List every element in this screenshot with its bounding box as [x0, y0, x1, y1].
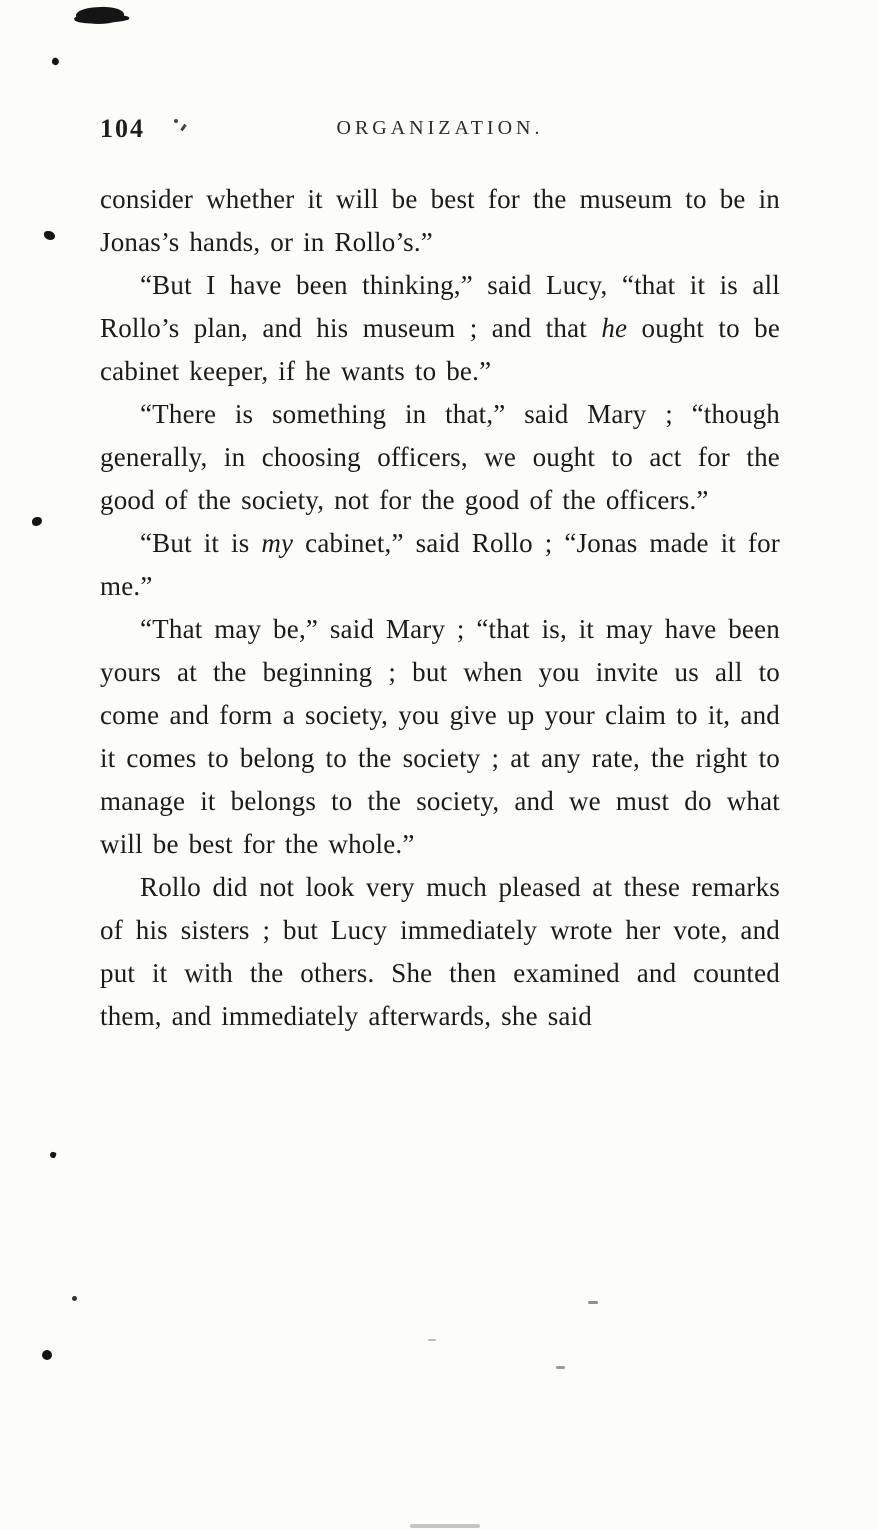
- scan-smudge: [556, 1366, 565, 1369]
- paragraph-text: Rollo did not look very much pleased at these remarks of his sisters ; but Lucy immediately wrote her vote, and put it with the others. She then examined and counted them, and immediately afterwards, she said: [100, 872, 780, 1031]
- body-text: [100, 178, 780, 1038]
- paragraph: [100, 522, 780, 608]
- paragraph: [100, 393, 780, 522]
- italic-word: my: [261, 528, 294, 558]
- page-number: 104: [100, 114, 145, 143]
- ink-speck: [51, 57, 61, 67]
- paragraph-text: “There is something in that,” said Mary ; “though generally, in choosing officers, we ought to act for the good of the society, not for the good of the officers.”: [100, 399, 780, 515]
- paragraph-text: “But I have been thinking,” said Lucy, “that it is all Rollo’s plan, and his museum ; and that: [100, 270, 780, 343]
- scan-smudge: [428, 1339, 436, 1341]
- paragraph: [100, 178, 780, 264]
- paragraph-text: cabinet,” said Rollo ; “Jonas made it for me.”: [100, 528, 780, 601]
- ink-speck: [32, 517, 42, 526]
- paragraph: [100, 264, 780, 393]
- ink-speck: [72, 1296, 77, 1301]
- paragraph: [100, 608, 780, 866]
- scan-smudge: [410, 1524, 480, 1528]
- running-head: ORGANIZATION.: [336, 117, 544, 139]
- paragraph-text: “But it is: [140, 528, 262, 558]
- ink-speck: [44, 231, 55, 240]
- ink-blot: [75, 5, 124, 25]
- italic-word: he: [601, 313, 628, 343]
- paragraph-text: ought to be cabinet keeper, if he wants to be.”: [100, 313, 780, 386]
- paragraph-text: consider whether it will be best for the museum to be in Jonas’s hands, or in Rollo’s.”: [100, 184, 780, 257]
- paragraph: [100, 866, 780, 1038]
- scan-smudge: [588, 1301, 598, 1304]
- ink-speck: [42, 1350, 52, 1360]
- paragraph-text: “That may be,” said Mary ; “that is, it may have been yours at the beginning ; but when you invite us all to come and form a society, you give up your claim to it, and it comes to belong to the society ; at any rate, the right to manage it belongs to the society, and we must do what will be best for the whole.”: [100, 614, 780, 859]
- page-header: [100, 112, 780, 152]
- ink-speck: [49, 1151, 56, 1158]
